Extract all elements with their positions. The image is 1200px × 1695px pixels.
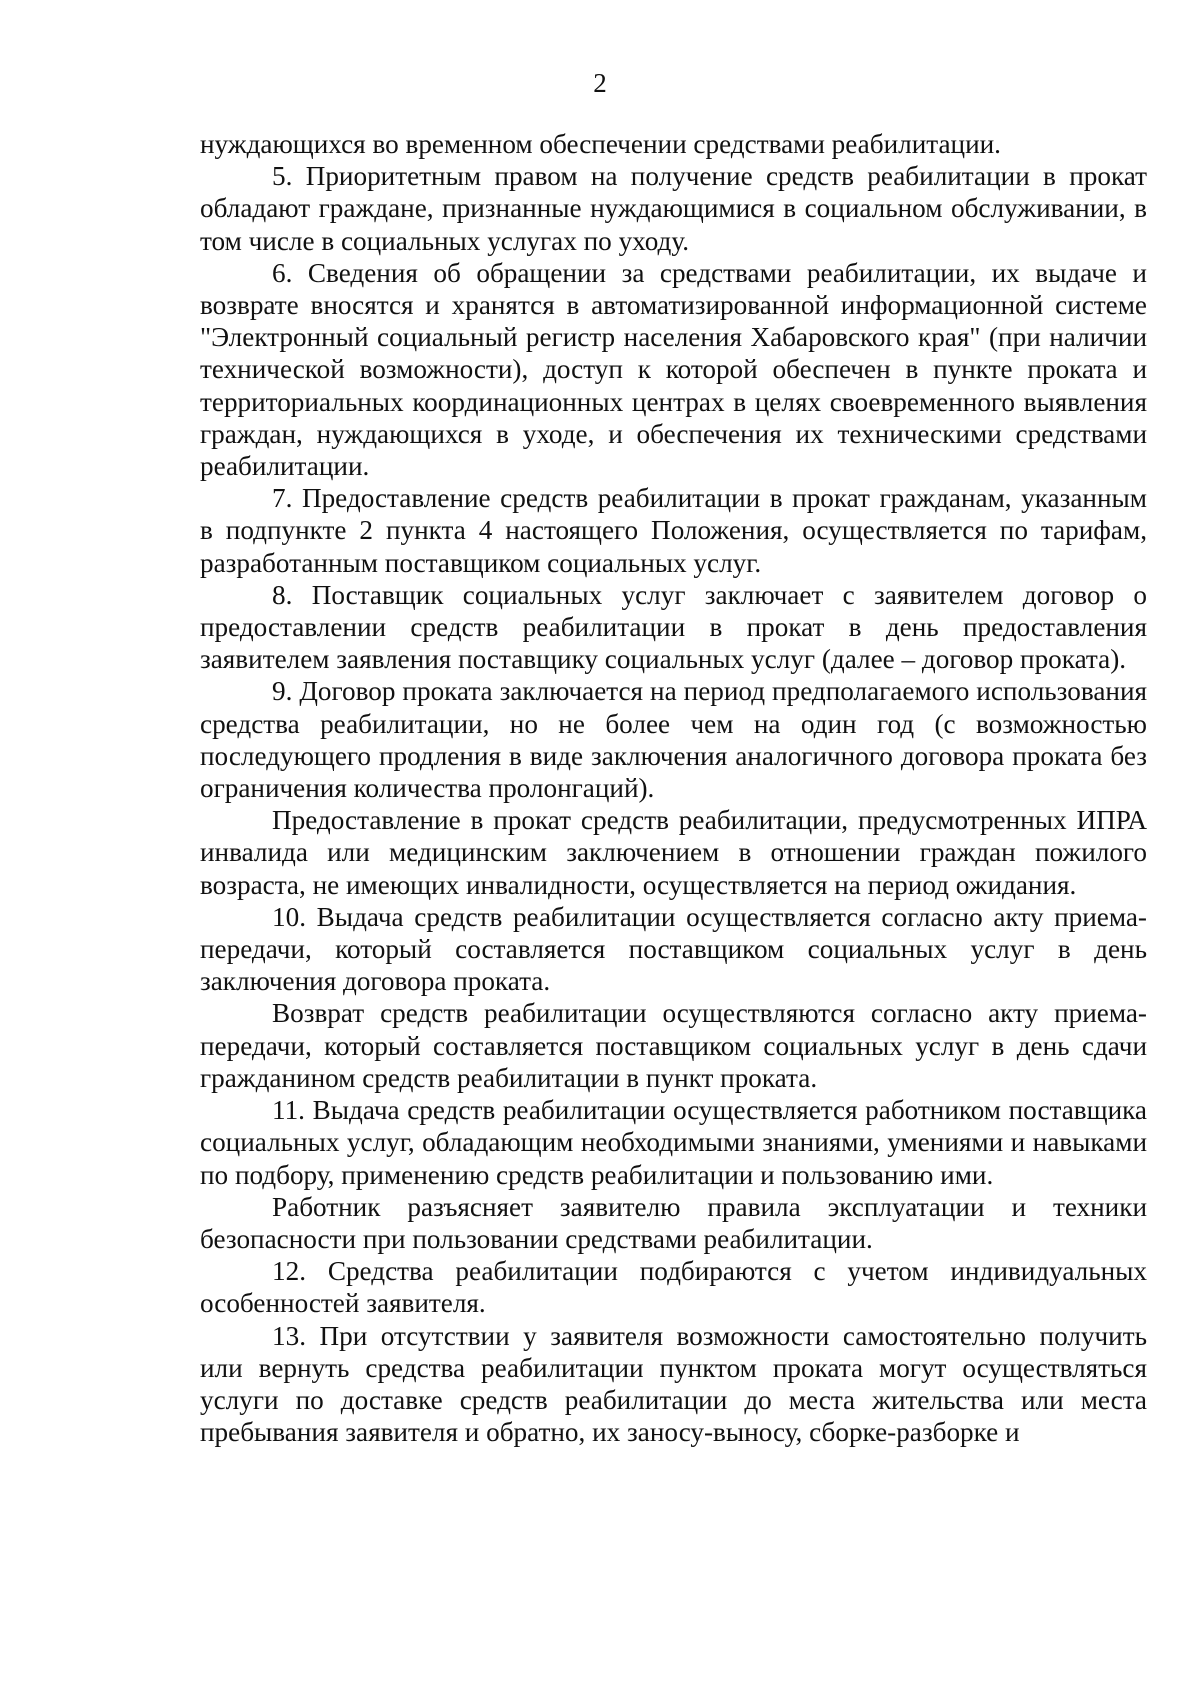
paragraph-9-rental-period: Предоставление в прокат средств реабилитации, предусмотренных ИПРА инвалида или медицинским заключением в отношении граждан пожилого возраста, не имеющих инвалидности, осуществляется на период ожидания. — [200, 805, 1147, 900]
paragraph-13: 13. При отсутствии у заявителя возможности самостоятельно получить или вернуть средства реабилитации пунктом проката могут осуществляться услуги по доставке средств реабилитации до места жительства или места пребывания заявителя и обратно, их заносу-выносу, сборке-разборке и — [200, 1320, 1147, 1448]
paragraph-10: 10. Выдача средств реабилитации осуществляется согласно акту приема-передачи, который составляется поставщиком социальных услуг в день заключения договора проката. — [200, 901, 1147, 997]
paragraph-6: 6. Сведения об обращении за средствами реабилитации, их выдаче и возврате вносятся и хранятся в автоматизированной информационной системе "Электронный социальный регистр населения Хабаровского края" (при наличии технической возможности), доступ к которой обеспечен в пункте проката и территориальных координационных центрах в целях своевременного выявления граждан, нуждающихся в уходе, и обеспечения их техническими средствами реабилитации. — [200, 257, 1147, 482]
document-body — [200, 128, 1147, 1448]
paragraph-12: 12. Средства реабилитации подбираются с учетом индивидуальных особенностей заявителя. — [200, 1256, 1147, 1319]
paragraph-11-safety: Работник разъясняет заявителю правила эксплуатации и техники безопасности при пользовании средствами реабилитации. — [200, 1191, 1147, 1254]
page-number: 2 — [593, 68, 607, 98]
paragraph-9: 9. Договор проката заключается на период предполагаемого использования средства реабилитации, но не более чем на один год (с возможностью последующего продления в виде заключения аналогичного договора проката без ограничения количества пролонгаций). — [200, 676, 1147, 804]
paragraph-7: 7. Предоставление средств реабилитации в прокат гражданам, указанным в подпункте 2 пункта 4 настоящего Положения, осуществляется по тарифам, разработанным поставщиком социальных услуг. — [200, 483, 1147, 578]
paragraph-5: 5. Приоритетным правом на получение средств реабилитации в прокат обладают граждане, признанные нуждающимися в социальном обслуживании, в том числе в социальных услугах по уходу. — [200, 161, 1147, 256]
paragraph-10-return: Возврат средств реабилитации осуществляются согласно акту приема-передачи, который составляется поставщиком социальных услуг в день сдачи гражданином средств реабилитации в пункт проката. — [200, 998, 1147, 1093]
paragraph-continuation: нуждающихся во временном обеспечении средствами реабилитации. — [200, 129, 1001, 159]
paragraph-8: 8. Поставщик социальных услуг заключает с заявителем договор о предоставлении средств реабилитации в прокат в день предоставления заявителем заявления поставщику социальных услуг (далее – договор проката). — [200, 579, 1147, 675]
paragraph-11: 11. Выдача средств реабилитации осуществляется работником поставщика социальных услуг, обладающим необходимыми знаниями, умениями и навыками по подбору, применению средств реабилитации и пользованию ими. — [200, 1095, 1147, 1190]
